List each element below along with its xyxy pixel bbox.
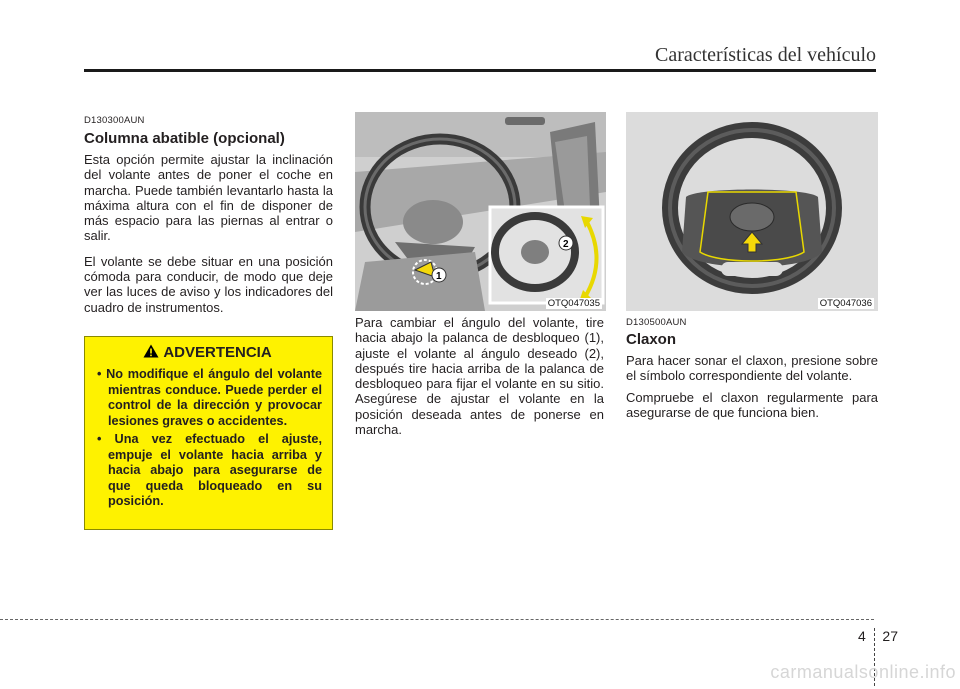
paragraph: Compruebe el claxon regularmente para asegurarse de que funciona bien. <box>626 389 878 420</box>
warning-item-text: Una vez efectuado el ajuste, empuje el volante hacia arriba y hacia abajo para asegurarse de que queda bloqueado en su posición. <box>108 432 322 508</box>
left-column <box>84 115 333 325</box>
horn-figure <box>626 112 878 311</box>
paragraph: Esta opción permite ajustar la inclinación del volante antes de poner el coche en marcha. Puede también levantarlo hasta la máxima altura con el fin de disponer de más espacio para las piernas al entrar o salir. <box>84 152 333 244</box>
section-heading: Claxon <box>626 331 677 348</box>
warning-box <box>84 336 333 530</box>
figure-code: OTQ047036 <box>819 298 872 309</box>
warning-title <box>93 344 322 361</box>
section-code: D130300AUN <box>84 115 145 126</box>
figure-code: OTQ047035 <box>547 298 600 309</box>
footer-rule <box>0 619 874 620</box>
paragraph: El volante se debe situar en una posición cómoda para conducir, de modo que deje ver las luces de aviso y los indicadores del cuadro de instrumentos. <box>84 253 333 315</box>
section-code: D130500AUN <box>626 317 687 328</box>
page-number: 27 <box>882 628 898 644</box>
paragraph: Para hacer sonar el claxon, presione sobre el símbolo correspondiente del volante. <box>626 353 878 384</box>
watermark: carmanualsonline.info <box>770 662 956 682</box>
section-heading: Columna abatible (opcional) <box>84 130 285 147</box>
warning-list <box>93 367 322 510</box>
callout-1-label: 1 <box>436 271 442 282</box>
callout-2-label: 2 <box>563 239 569 250</box>
middle-column <box>355 315 604 447</box>
header-rule <box>84 69 876 72</box>
right-column <box>626 317 878 430</box>
warning-title-text: ADVERTENCIA <box>163 344 272 361</box>
warning-item: • Una vez efectuado el ajuste, empuje el volante hacia arriba y hacia abajo para asegurarse de que queda bloqueado en su posición. <box>97 432 322 508</box>
tilt-steering-illustration <box>355 112 606 311</box>
warning-item-text: No modifique el ángulo del volante mientras conduce. Puede perder el control de la dirección y provocar lesiones graves o accidentes. <box>106 367 323 428</box>
paragraph: Para cambiar el ángulo del volante, tire hacia abajo la palanca de desbloqueo (1), ajuste el volante al ángulo deseado (2), después tire hacia arriba de la palanca de desbloqueo para fijar el volante en su sitio. Asegúrese de ajustar el volante en la posición deseada antes de ponerse en marcha. <box>355 315 604 438</box>
warning-item: • No modifique el ángulo del volante mientras conduce. Puede perder el control de la dirección y provocar lesiones graves o accidentes. <box>97 367 323 428</box>
chapter-number: 4 <box>858 628 866 644</box>
page-header-title: Características del vehículo <box>654 44 876 66</box>
horn-steering-wheel-illustration <box>626 112 878 311</box>
tilt-steering-figure <box>355 112 606 311</box>
warning-triangle-icon <box>143 344 159 358</box>
